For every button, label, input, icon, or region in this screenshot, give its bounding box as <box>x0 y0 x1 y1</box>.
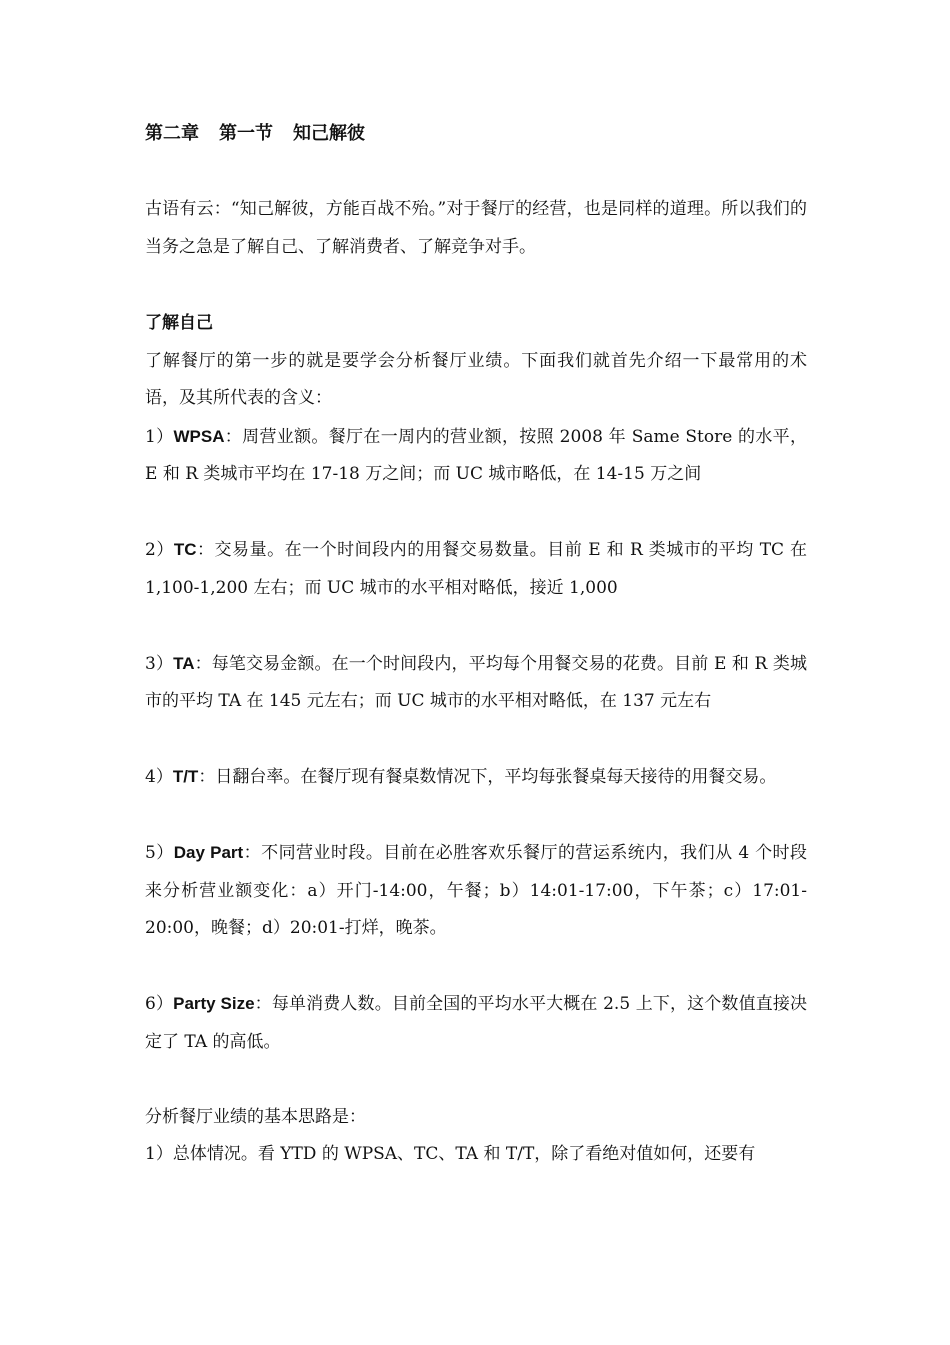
chapter-heading <box>145 116 807 152</box>
term-label: WPSA <box>173 426 225 446</box>
term-item-day-part: 5）Day Part：不同营业时段。目前在必胜客欢乐餐厅的营运系统内，我们从 4 个时段来分析营业额变化：a）开门-14:00，午餐；b）14:01-17:00，下午茶；c）17:01-20:00，晚餐；d）20:01-打烊，晚茶。 <box>145 843 808 938</box>
chapter-title: 知己解彼 <box>293 123 365 144</box>
term-description: ：不同营业时段。目前在必胜客欢乐餐厅的营运系统内，我们从 4 个时段来分析营业额变化：a）开门-14:00，午餐；b）14:01-17:00，下午茶；c）17:01-20:00，晚餐；d）20:01-打烊，晚茶。 <box>145 843 808 938</box>
term-description: ：周营业额。餐厅在一周内的营业额，按照 2008 年 Same Store 的水平，E 和 R 类城市平均在 17-18 万之间；而 UC 城市略低，在 14-15 万之间 <box>145 426 807 484</box>
term-item-party-size: 6）Party Size：每单消费人数。目前全国的平均水平大概在 2.5 上下，这个数值直接决定了 TA 的高低。 <box>145 994 808 1052</box>
term-item-wpsa: 1）WPSA：周营业额。餐厅在一周内的营业额，按照 2008 年 Same Store 的水平，E 和 R 类城市平均在 17-18 万之间；而 UC 城市略低，在 14-15 万之间 <box>145 426 807 484</box>
term-item-tc: 2）TC：交易量。在一个时间段内的用餐交易数量。目前 E 和 R 类城市的平均 TC 在 1,100-1,200 左右；而 UC 城市的水平相对略低，接近 1,000 <box>145 540 807 598</box>
term-label: Day Part <box>173 843 244 862</box>
intro-paragraph: 古语有云：“知己解彼，方能百战不殆。”对于餐厅的经营，也是同样的道理。所以我们的当务之急是了解自己、了解消费者、了解竞争对手。 <box>145 199 807 257</box>
term-item-tt: 4）T/T：日翻台率。在餐厅现有餐桌数情况下，平均每张餐桌每天接待的用餐交易。 <box>145 767 777 787</box>
document-body <box>145 116 807 1174</box>
term-description: ：交易量。在一个时间段内的用餐交易数量。目前 E 和 R 类城市的平均 TC 在 1,100-1,200 左右；而 UC 城市的水平相对略低，接近 1,000 <box>145 540 807 598</box>
analysis-item: 1）总体情况。看 YTD 的 WPSA、TC、TA 和 T/T，除了看绝对值如何，还要有 <box>145 1144 756 1164</box>
term-description: ：日翻台率。在餐厅现有餐桌数情况下，平均每张餐桌每天接待的用餐交易。 <box>198 767 777 787</box>
analysis-title: 分析餐厅业绩的基本思路是： <box>145 1106 366 1127</box>
chapter-number: 第二章 <box>145 123 199 144</box>
term-item-ta: 3）TA：每笔交易金额。在一个时间段内，平均每个用餐交易的花费。目前 E 和 R 类城市的平均 TA 在 145 元左右；而 UC 城市的水平相对略低，在 137 元左右 <box>145 653 807 711</box>
term-label: TA <box>173 653 195 673</box>
term-label: T/T <box>172 767 199 786</box>
section-intro-paragraph: 了解餐厅的第一步的就是要学会分析餐厅业绩。下面我们就首先介绍一下最常用的术语，及其所代表的含义： <box>145 350 807 408</box>
term-description: ：每单消费人数。目前全国的平均水平大概在 2.5 上下，这个数值直接决定了 TA 的高低。 <box>145 994 808 1052</box>
section-title: 了解自己 <box>145 313 213 333</box>
term-label: TC <box>173 540 197 559</box>
section-number: 第一节 <box>219 123 273 144</box>
term-label: Party Size <box>173 994 255 1013</box>
term-description: ：每笔交易金额。在一个时间段内，平均每个用餐交易的花费。目前 E 和 R 类城市的平均 TA 在 145 元左右；而 UC 城市的水平相对略低，在 137 元左右 <box>145 653 807 711</box>
